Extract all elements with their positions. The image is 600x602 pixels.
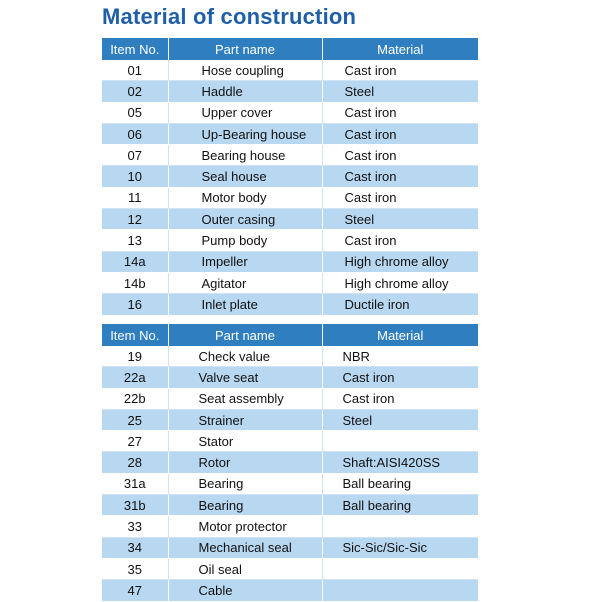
material-cell: Cast iron (322, 367, 478, 388)
table-row (102, 102, 478, 123)
part-name-cell: Seal house (168, 166, 322, 187)
item-no-cell: 16 (102, 294, 168, 315)
material-cell: Cast iron (322, 388, 478, 409)
material-cell: Sic-Sic/Sic-Sic (322, 537, 478, 558)
part-name-cell: Check value (168, 346, 322, 367)
material-cell: Steel (322, 409, 478, 430)
table-row (102, 230, 478, 251)
part-name-cell: Pump body (168, 230, 322, 251)
material-cell: Cast iron (322, 123, 478, 144)
page-title: Material of construction (102, 4, 357, 29)
column-header-part-name: Part name (168, 38, 322, 60)
table-row (102, 473, 478, 494)
material-cell: Cast iron (322, 230, 478, 251)
table-row (102, 294, 478, 315)
item-no-cell: 07 (102, 145, 168, 166)
table-row (102, 580, 478, 601)
table-row (102, 145, 478, 166)
item-no-cell: 06 (102, 123, 168, 144)
material-cell (322, 431, 478, 452)
item-no-cell: 14b (102, 272, 168, 293)
table-row (102, 452, 478, 473)
material-cell: NBR (322, 346, 478, 367)
item-no-cell: 02 (102, 81, 168, 102)
material-cell: Steel (322, 209, 478, 230)
table-row (102, 187, 478, 208)
item-no-cell: 31a (102, 473, 168, 494)
table-row (102, 60, 478, 81)
material-cell: Ball bearing (322, 495, 478, 516)
material-cell: Cast iron (322, 145, 478, 166)
material-cell: High chrome alloy (322, 251, 478, 272)
part-name-cell: Valve seat (168, 367, 322, 388)
table-row (102, 558, 478, 579)
table-row (102, 537, 478, 558)
item-no-cell: 01 (102, 60, 168, 81)
material-cell: Steel (322, 81, 478, 102)
column-header-material: Material (322, 324, 478, 346)
column-header-item-no: Item No. (102, 324, 168, 346)
part-name-cell: Outer casing (168, 209, 322, 230)
item-no-cell: 14a (102, 251, 168, 272)
part-name-cell: Haddle (168, 81, 322, 102)
table-row (102, 123, 478, 144)
item-no-cell: 11 (102, 187, 168, 208)
part-name-cell: Bearing (168, 495, 322, 516)
item-no-cell: 13 (102, 230, 168, 251)
column-header-part-name: Part name (168, 324, 322, 346)
table-header-row (102, 38, 478, 60)
part-name-cell: Motor body (168, 187, 322, 208)
part-name-cell: Inlet plate (168, 294, 322, 315)
table-row (102, 431, 478, 452)
part-name-cell: Bearing house (168, 145, 322, 166)
part-name-cell: Rotor (168, 452, 322, 473)
part-name-cell: Seat assembly (168, 388, 322, 409)
part-name-cell: Bearing (168, 473, 322, 494)
table-row (102, 367, 478, 388)
column-header-item-no: Item No. (102, 38, 168, 60)
material-cell: Ball bearing (322, 473, 478, 494)
material-cell: Cast iron (322, 102, 478, 123)
item-no-cell: 25 (102, 409, 168, 430)
table-row (102, 251, 478, 272)
item-no-cell: 05 (102, 102, 168, 123)
column-header-material: Material (322, 38, 478, 60)
table-row (102, 272, 478, 293)
table-row (102, 346, 478, 367)
item-no-cell: 28 (102, 452, 168, 473)
material-cell: Shaft:AISI420SS (322, 452, 478, 473)
table-body (102, 60, 478, 315)
part-name-cell: Mechanical seal (168, 537, 322, 558)
part-name-cell: Cable (168, 580, 322, 601)
part-name-cell: Strainer (168, 409, 322, 430)
part-name-cell: Stator (168, 431, 322, 452)
table-header-row (102, 324, 478, 346)
material-cell (322, 580, 478, 601)
table-row (102, 81, 478, 102)
table-body (102, 346, 478, 601)
part-name-cell: Upper cover (168, 102, 322, 123)
material-cell (322, 558, 478, 579)
part-name-cell: Oil seal (168, 558, 322, 579)
material-cell: High chrome alloy (322, 272, 478, 293)
table-row (102, 409, 478, 430)
item-no-cell: 12 (102, 209, 168, 230)
table-row (102, 388, 478, 409)
table-row (102, 166, 478, 187)
item-no-cell: 35 (102, 558, 168, 579)
materials-table-1 (102, 38, 478, 316)
item-no-cell: 27 (102, 431, 168, 452)
item-no-cell: 33 (102, 516, 168, 537)
part-name-cell: Up-Bearing house (168, 123, 322, 144)
material-cell: Cast iron (322, 166, 478, 187)
part-name-cell: Motor protector (168, 516, 322, 537)
material-cell (322, 516, 478, 537)
part-name-cell: Agitator (168, 272, 322, 293)
part-name-cell: Impeller (168, 251, 322, 272)
material-cell: Cast iron (322, 187, 478, 208)
part-name-cell: Hose coupling (168, 60, 322, 81)
materials-table-2 (102, 324, 478, 602)
table-row (102, 209, 478, 230)
material-cell: Cast iron (322, 60, 478, 81)
item-no-cell: 22b (102, 388, 168, 409)
material-cell: Ductile iron (322, 294, 478, 315)
table-row (102, 516, 478, 537)
table-row (102, 495, 478, 516)
item-no-cell: 34 (102, 537, 168, 558)
item-no-cell: 47 (102, 580, 168, 601)
item-no-cell: 22a (102, 367, 168, 388)
item-no-cell: 31b (102, 495, 168, 516)
item-no-cell: 19 (102, 346, 168, 367)
item-no-cell: 10 (102, 166, 168, 187)
